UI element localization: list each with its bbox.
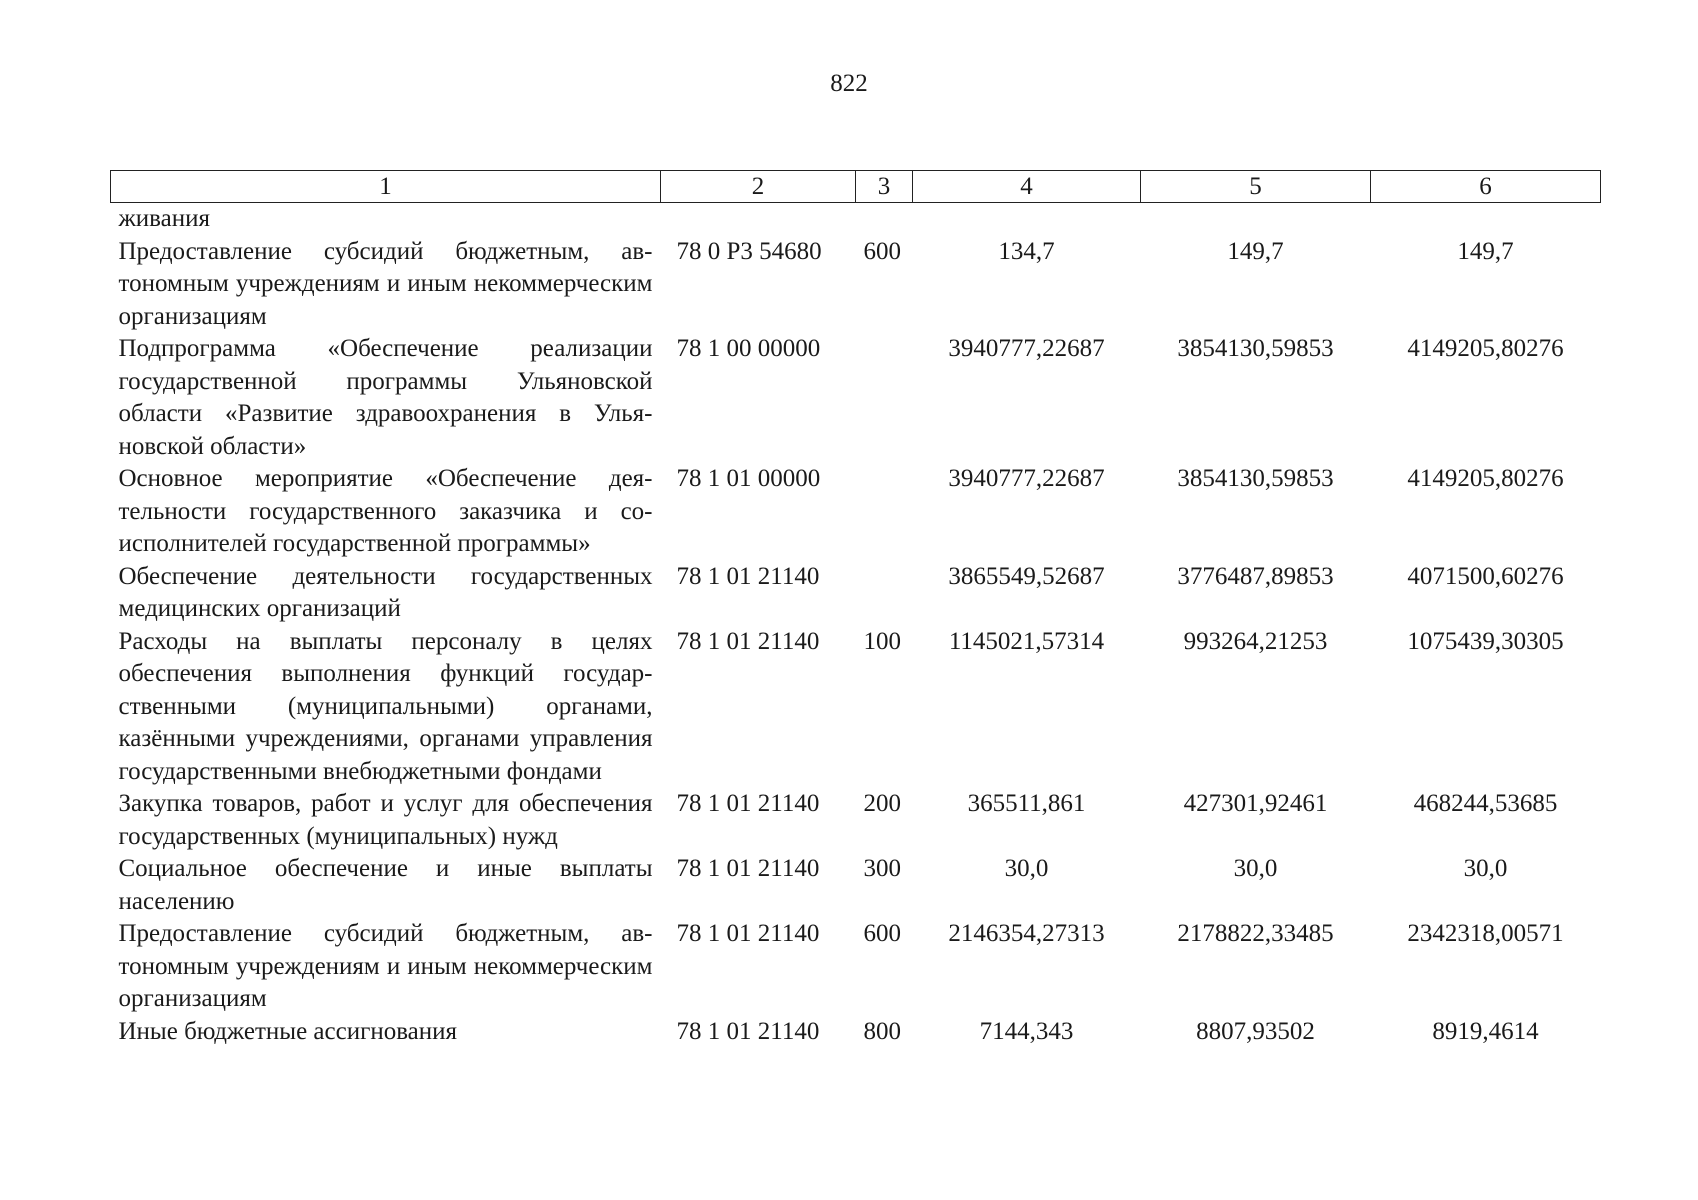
row-name: Обеспечение деятельности государственных медицинских организаций bbox=[118, 562, 653, 622]
table-row bbox=[111, 918, 1601, 1016]
row-value-col-6: 2342318,00571 bbox=[1407, 920, 1564, 947]
page-number: 822 bbox=[830, 70, 868, 97]
row-value-col-4: 7144,343 bbox=[979, 1017, 1074, 1045]
row-name: Закупка товаров, работ и услуг для обеспечения государственных (муниципальных) нужд bbox=[118, 790, 653, 850]
row-name: Предоставление субсидий бюджетным, автономным учреждениям и иным некоммерческим организациям bbox=[118, 920, 653, 1012]
row-value-col-5: 993264,21253 bbox=[1183, 627, 1328, 655]
row-code: 78 1 01 21140 bbox=[676, 1017, 820, 1045]
header-col-6: 6 bbox=[1371, 171, 1601, 203]
row-code: 78 1 01 21140 bbox=[676, 627, 820, 655]
table-header bbox=[111, 171, 1601, 203]
row-value-col-6: 8919,4614 bbox=[1432, 1017, 1539, 1045]
table-row bbox=[111, 463, 1601, 561]
row-value-col-5: 30,0 bbox=[1233, 855, 1278, 882]
row-value-col-5: 3854130,59853 bbox=[1177, 335, 1334, 362]
row-code: 78 1 01 21140 bbox=[676, 920, 820, 947]
row-value-col-4: 1145021,57314 bbox=[948, 627, 1105, 655]
row-expense-type bbox=[856, 333, 913, 463]
row-expense-type: 600 bbox=[863, 920, 901, 947]
table-row bbox=[111, 788, 1601, 853]
table-row bbox=[111, 333, 1601, 463]
table-row bbox=[111, 1016, 1601, 1049]
row-code: 78 0 Р3 54680 bbox=[676, 237, 822, 265]
row-value-col-5: 149,7 bbox=[1227, 237, 1284, 265]
row-value-col-4: 3865549,52687 bbox=[948, 562, 1105, 590]
row-value-col-6: 149,7 bbox=[1457, 237, 1514, 265]
row-value-col-6: 4071500,60276 bbox=[1407, 562, 1564, 590]
row-name: Подпрограмма «Обеспечение реализации государственной программы Ульяновской области «Развитие здравоохранения в Ульяновской области» bbox=[118, 335, 653, 460]
row-value-col-6: 4149205,80276 bbox=[1407, 465, 1564, 492]
row-code: 78 1 01 21140 bbox=[676, 855, 820, 882]
table-row bbox=[111, 561, 1601, 626]
row-value-col-5: 3776487,89853 bbox=[1177, 562, 1334, 590]
table-body bbox=[111, 203, 1601, 1049]
row-value-col-6: 1075439,30305 bbox=[1407, 627, 1564, 655]
table-row bbox=[111, 626, 1601, 789]
row-code: 78 1 01 00000 bbox=[676, 465, 821, 492]
header-row bbox=[111, 171, 1601, 203]
row-value-col-4: 3940777,22687 bbox=[948, 335, 1105, 362]
row-value-col-5: 8807,93502 bbox=[1196, 1017, 1315, 1045]
row-expense-type: 800 bbox=[863, 1017, 901, 1045]
row-value-col-6: 4149205,80276 bbox=[1407, 335, 1564, 362]
row-code: 78 1 00 00000 bbox=[676, 335, 821, 362]
row-value-col-5: 2178822,33485 bbox=[1177, 920, 1334, 947]
row-value-col-4: 3940777,22687 bbox=[948, 465, 1105, 492]
row-expense-type bbox=[856, 561, 913, 626]
row-value-col-6: 30,0 bbox=[1463, 855, 1508, 882]
row-value-col-5: 3854130,59853 bbox=[1177, 465, 1334, 492]
row-expense-type: 200 bbox=[863, 790, 901, 817]
table-row bbox=[111, 236, 1601, 334]
row-expense-type: 300 bbox=[863, 855, 901, 882]
header-col-5: 5 bbox=[1141, 171, 1371, 203]
row-value-col-4: 2146354,27313 bbox=[948, 920, 1105, 947]
row-value-col-5: 427301,92461 bbox=[1183, 790, 1328, 817]
row-expense-type: 100 bbox=[863, 627, 901, 655]
row-value-col-4: 365511,861 bbox=[967, 790, 1086, 817]
row-name: Предоставление субсидий бюджетным, автономным учреждениям и иным некоммерческим организациям bbox=[118, 237, 653, 330]
row-name: Расходы на выплаты персоналу в целях обеспечения выполнения функций государственными (муниципальными) органами, казёнными учреждениями, органами управления государственными внебюджетными фондами bbox=[118, 627, 653, 785]
row-value-col-4: 30,0 bbox=[1004, 855, 1049, 882]
header-col-1: 1 bbox=[111, 171, 661, 203]
continuation-text: живания bbox=[118, 205, 210, 232]
row-name: Основное мероприятие «Обеспечение деятельности государственного заказчика и соисполнителей государственной программы» bbox=[118, 465, 653, 557]
row-code: 78 1 01 21140 bbox=[676, 790, 820, 817]
row-name: Иные бюджетные ассигнования bbox=[118, 1017, 458, 1045]
row-expense-type: 600 bbox=[863, 237, 901, 265]
row-expense-type bbox=[856, 463, 913, 561]
row-name: Социальное обеспечение и иные выплаты населению bbox=[118, 855, 653, 915]
header-col-3: 3 bbox=[856, 171, 913, 203]
header-col-4: 4 bbox=[913, 171, 1141, 203]
table-row bbox=[111, 853, 1601, 918]
row-value-col-6: 468244,53685 bbox=[1413, 790, 1558, 817]
row-code: 78 1 01 21140 bbox=[676, 562, 820, 590]
continuation-row bbox=[111, 203, 1601, 236]
budget-table bbox=[110, 170, 1601, 1048]
header-col-2: 2 bbox=[661, 171, 856, 203]
row-value-col-4: 134,7 bbox=[998, 237, 1055, 265]
